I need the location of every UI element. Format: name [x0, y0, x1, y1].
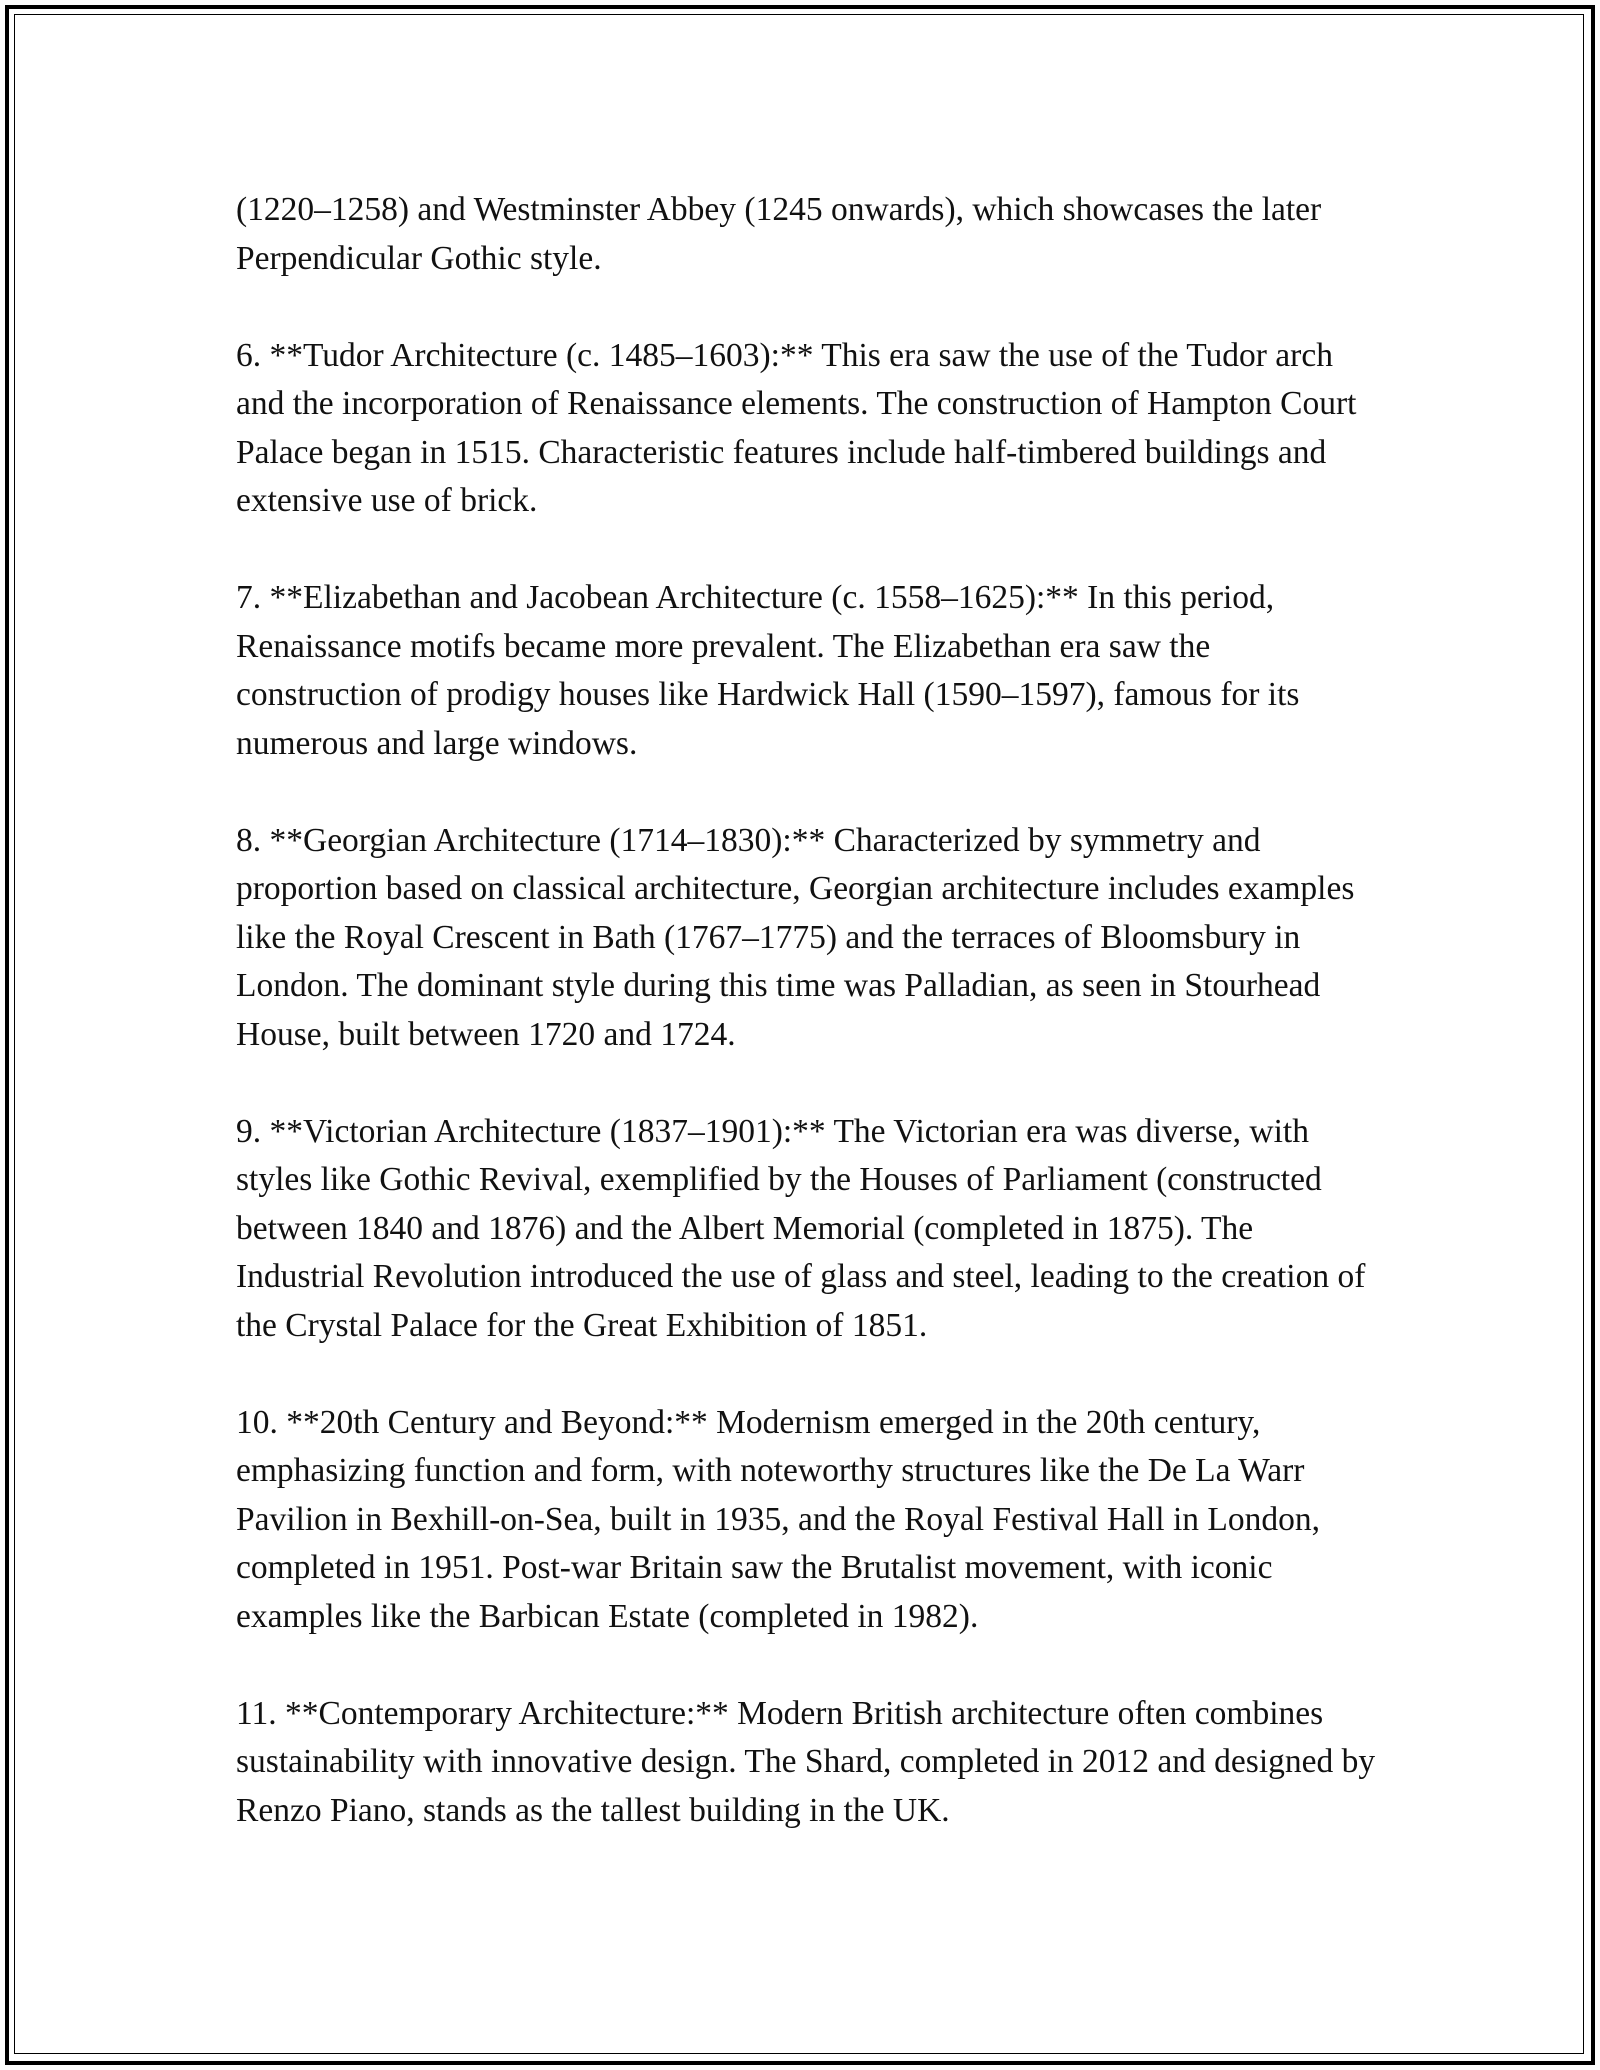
paragraph-gothic-continuation: (1220–1258) and Westminster Abbey (1245 onwards), which showcases the later Perpendicular Gothic style. — [236, 191, 1322, 277]
paragraph-tudor: 6. **Tudor Architecture (c. 1485–1603):** This era saw the use of the Tudor arch and the incorporation of Renaissance elements. The construction of Hampton Court Palace began in 1515. Characteristic features include half-timbered buildings and extensive use of brick. — [236, 336, 1357, 519]
paragraph-20th-century: 10. **20th Century and Beyond:** Modernism emerged in the 20th century, emphasizing function and form, with noteworthy structures like the De La Warr Pavilion in Bexhill-on-Sea, built in 1935, and the Royal Festival Hall in London, completed in 1951. Post-war Britain saw the Brutalist movement, with iconic examples like the Barbican Estate (completed in 1982). — [236, 1403, 1320, 1635]
document-body — [236, 186, 1376, 1835]
paragraph-elizabethan-jacobean: 7. **Elizabethan and Jacobean Architecture (c. 1558–1625):** In this period, Renaissance motifs became more prevalent. The Elizabethan era saw the construction of prodigy houses like Hardwick Hall (1590–1597), famous for its numerous and large windows. — [236, 579, 1300, 762]
paragraph-victorian: 9. **Victorian Architecture (1837–1901):** The Victorian era was diverse, with styles like Gothic Revival, exemplified by the Houses of Parliament (constructed between 1840 and 1876) and the Albert Memorial (completed in 1875). The Industrial Revolution introduced the use of glass and steel, leading to the creation of the Crystal Palace for the Great Exhibition of 1851. — [236, 1112, 1366, 1344]
paragraph-contemporary: 11. **Contemporary Architecture:** Modern British architecture often combines sustainability with innovative design. The Shard, completed in 2012 and designed by Renzo Piano, stands as the tallest building in the UK. — [236, 1694, 1376, 1829]
paragraph-georgian: 8. **Georgian Architecture (1714–1830):** Characterized by symmetry and proportion based on classical architecture, Georgian architecture includes examples like the Royal Crescent in Bath (1767–1775) and the terraces of Bloomsbury in London. The dominant style during this time was Palladian, as seen in Stourhead House, built between 1720 and 1724. — [236, 821, 1355, 1053]
